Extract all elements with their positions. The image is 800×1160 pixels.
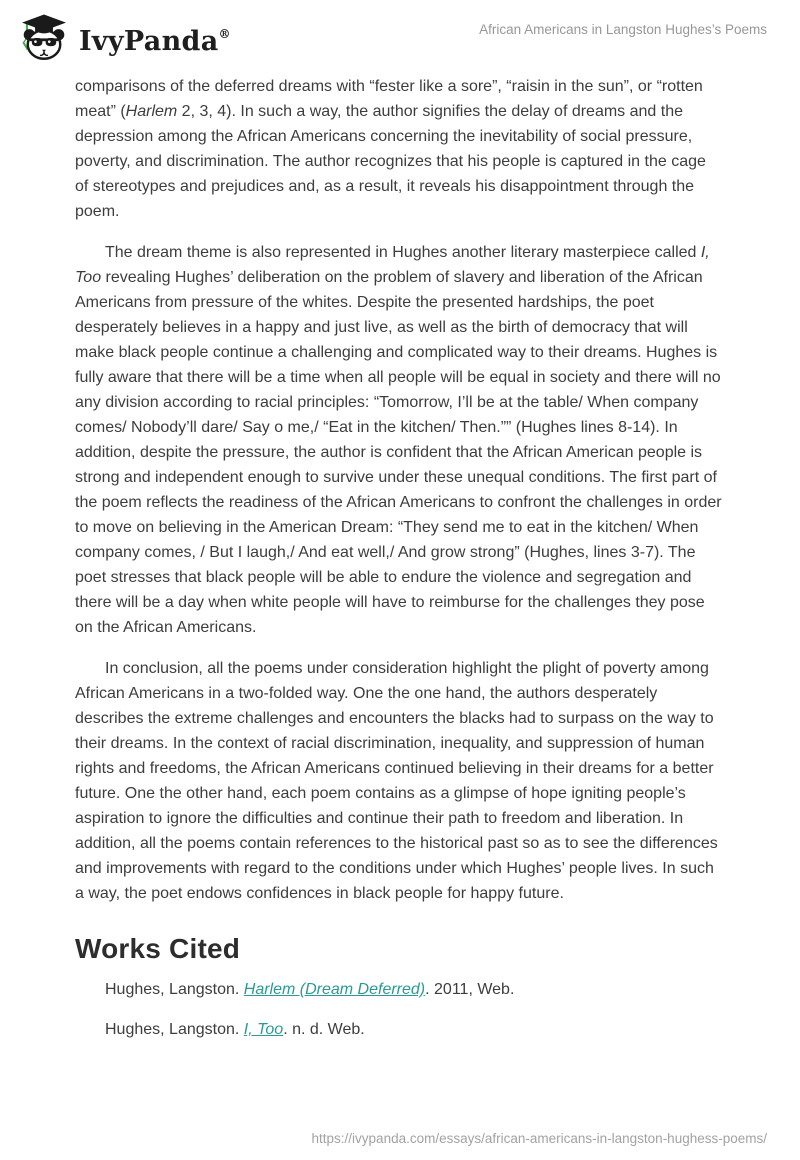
text-run: revealing Hughes’ deliberation on the problem of slavery and liberation of the African Americans from pressure of the whites. Despite the presented hardships, the poet desperately believes in a happy and just live, as well as the birth of democracy that will make black people continue a challenging and complicated way to their dreams. Hughes is fully aware that there will be a time when all people will be equal in society and there will no any division according to racial principles: “Tomorrow, I’ll be at the table/ When company comes/ Nobody’ll dare/ Say o me,/ “Eat in the kitchen/ Then.”” (Hughes lines 8-14). In addition, despite the pressure, the author is confident that the African American people is strong and independent enough to survive under these unequal conditions. The first part of the poem reflects the readiness of the African Americans to confront the challenges in order to move on believing in the American Dream: “They send me to eat in the kitchen/ When company comes, / But I laugh,/ And eat well,/ And grow strong” (Hughes, lines 3-7). The poet stresses that black people will be able to endure the violence and segregation and there will be a day when white people will have to reimburse for the challenges they pose on the African Americans.	[75, 269, 722, 636]
document-title: African Americans in Langston Hughes’s Poems	[479, 22, 767, 37]
essay-paragraph	[75, 656, 722, 906]
page-header	[0, 0, 800, 62]
essay-paragraphs	[75, 74, 722, 906]
citation-link[interactable]: Harlem (Dream Deferred)	[243, 981, 426, 998]
ivypanda-panda-icon	[18, 12, 70, 64]
logo-wordmark: IvyPanda®	[79, 26, 231, 57]
works-cited-entry	[75, 1017, 722, 1042]
works-cited-entry	[75, 977, 722, 1002]
text-run: . n. d. Web.	[283, 1021, 365, 1038]
works-cited-heading: Works Cited	[75, 933, 241, 964]
essay-body	[0, 62, 800, 1042]
essay-paragraph	[75, 74, 722, 224]
registered-trademark-symbol: ®	[218, 27, 231, 41]
italic-title: I, Too	[75, 244, 710, 286]
source-url: https://ivypanda.com/essays/african-americans-in-langston-hughess-poems/	[311, 1131, 767, 1146]
works-cited-list	[75, 977, 722, 1042]
text-run: . 2011, Web.	[425, 981, 515, 998]
text-run: In conclusion, all the poems under consideration highlight the plight of poverty among African Americans in a two-folded way. One the one hand, the authors desperately describes the extreme challenges and encounters the blacks had to surpass on the way to their dreams. In the context of racial discrimination, inequality, and suppression of human rights and freedoms, the African Americans continued believing in their dreams for a better future. One the other hand, each poem contains as a glimpse of hope igniting people’s aspiration to ignore the difficulties and continue their path to freedom and liberation. In addition, all the poems contain references to the historical past so as to see the differences and improvements with regard to the conditions under which Hughes’ people lives. In such a way, the poet endows confidences in black people for happy future.	[75, 660, 718, 902]
text-run: Hughes, Langston.	[105, 981, 244, 998]
text-run: The dream theme is also represented in Hughes another literary masterpiece called	[105, 244, 701, 261]
text-run: 2, 3, 4). In such a way, the author signifies the delay of dreams and the depression among the African Americans concerning the inevitability of social pressure, poverty, and discrimination. The author recognizes that his people is captured in the cage of stereotypes and prejudices and, as a result, it reveals his disappointment through the poem.	[75, 103, 706, 220]
ivypanda-logo[interactable]	[18, 8, 231, 68]
text-run: Hughes, Langston.	[105, 1021, 244, 1038]
text-run: comparisons of the deferred dreams with “fester like a sore”, “raisin in the sun”, or “rotten meat” (	[75, 78, 703, 120]
essay-paragraph	[75, 240, 722, 640]
italic-title: Harlem	[125, 103, 178, 120]
citation-link[interactable]: I, Too	[243, 1021, 284, 1038]
